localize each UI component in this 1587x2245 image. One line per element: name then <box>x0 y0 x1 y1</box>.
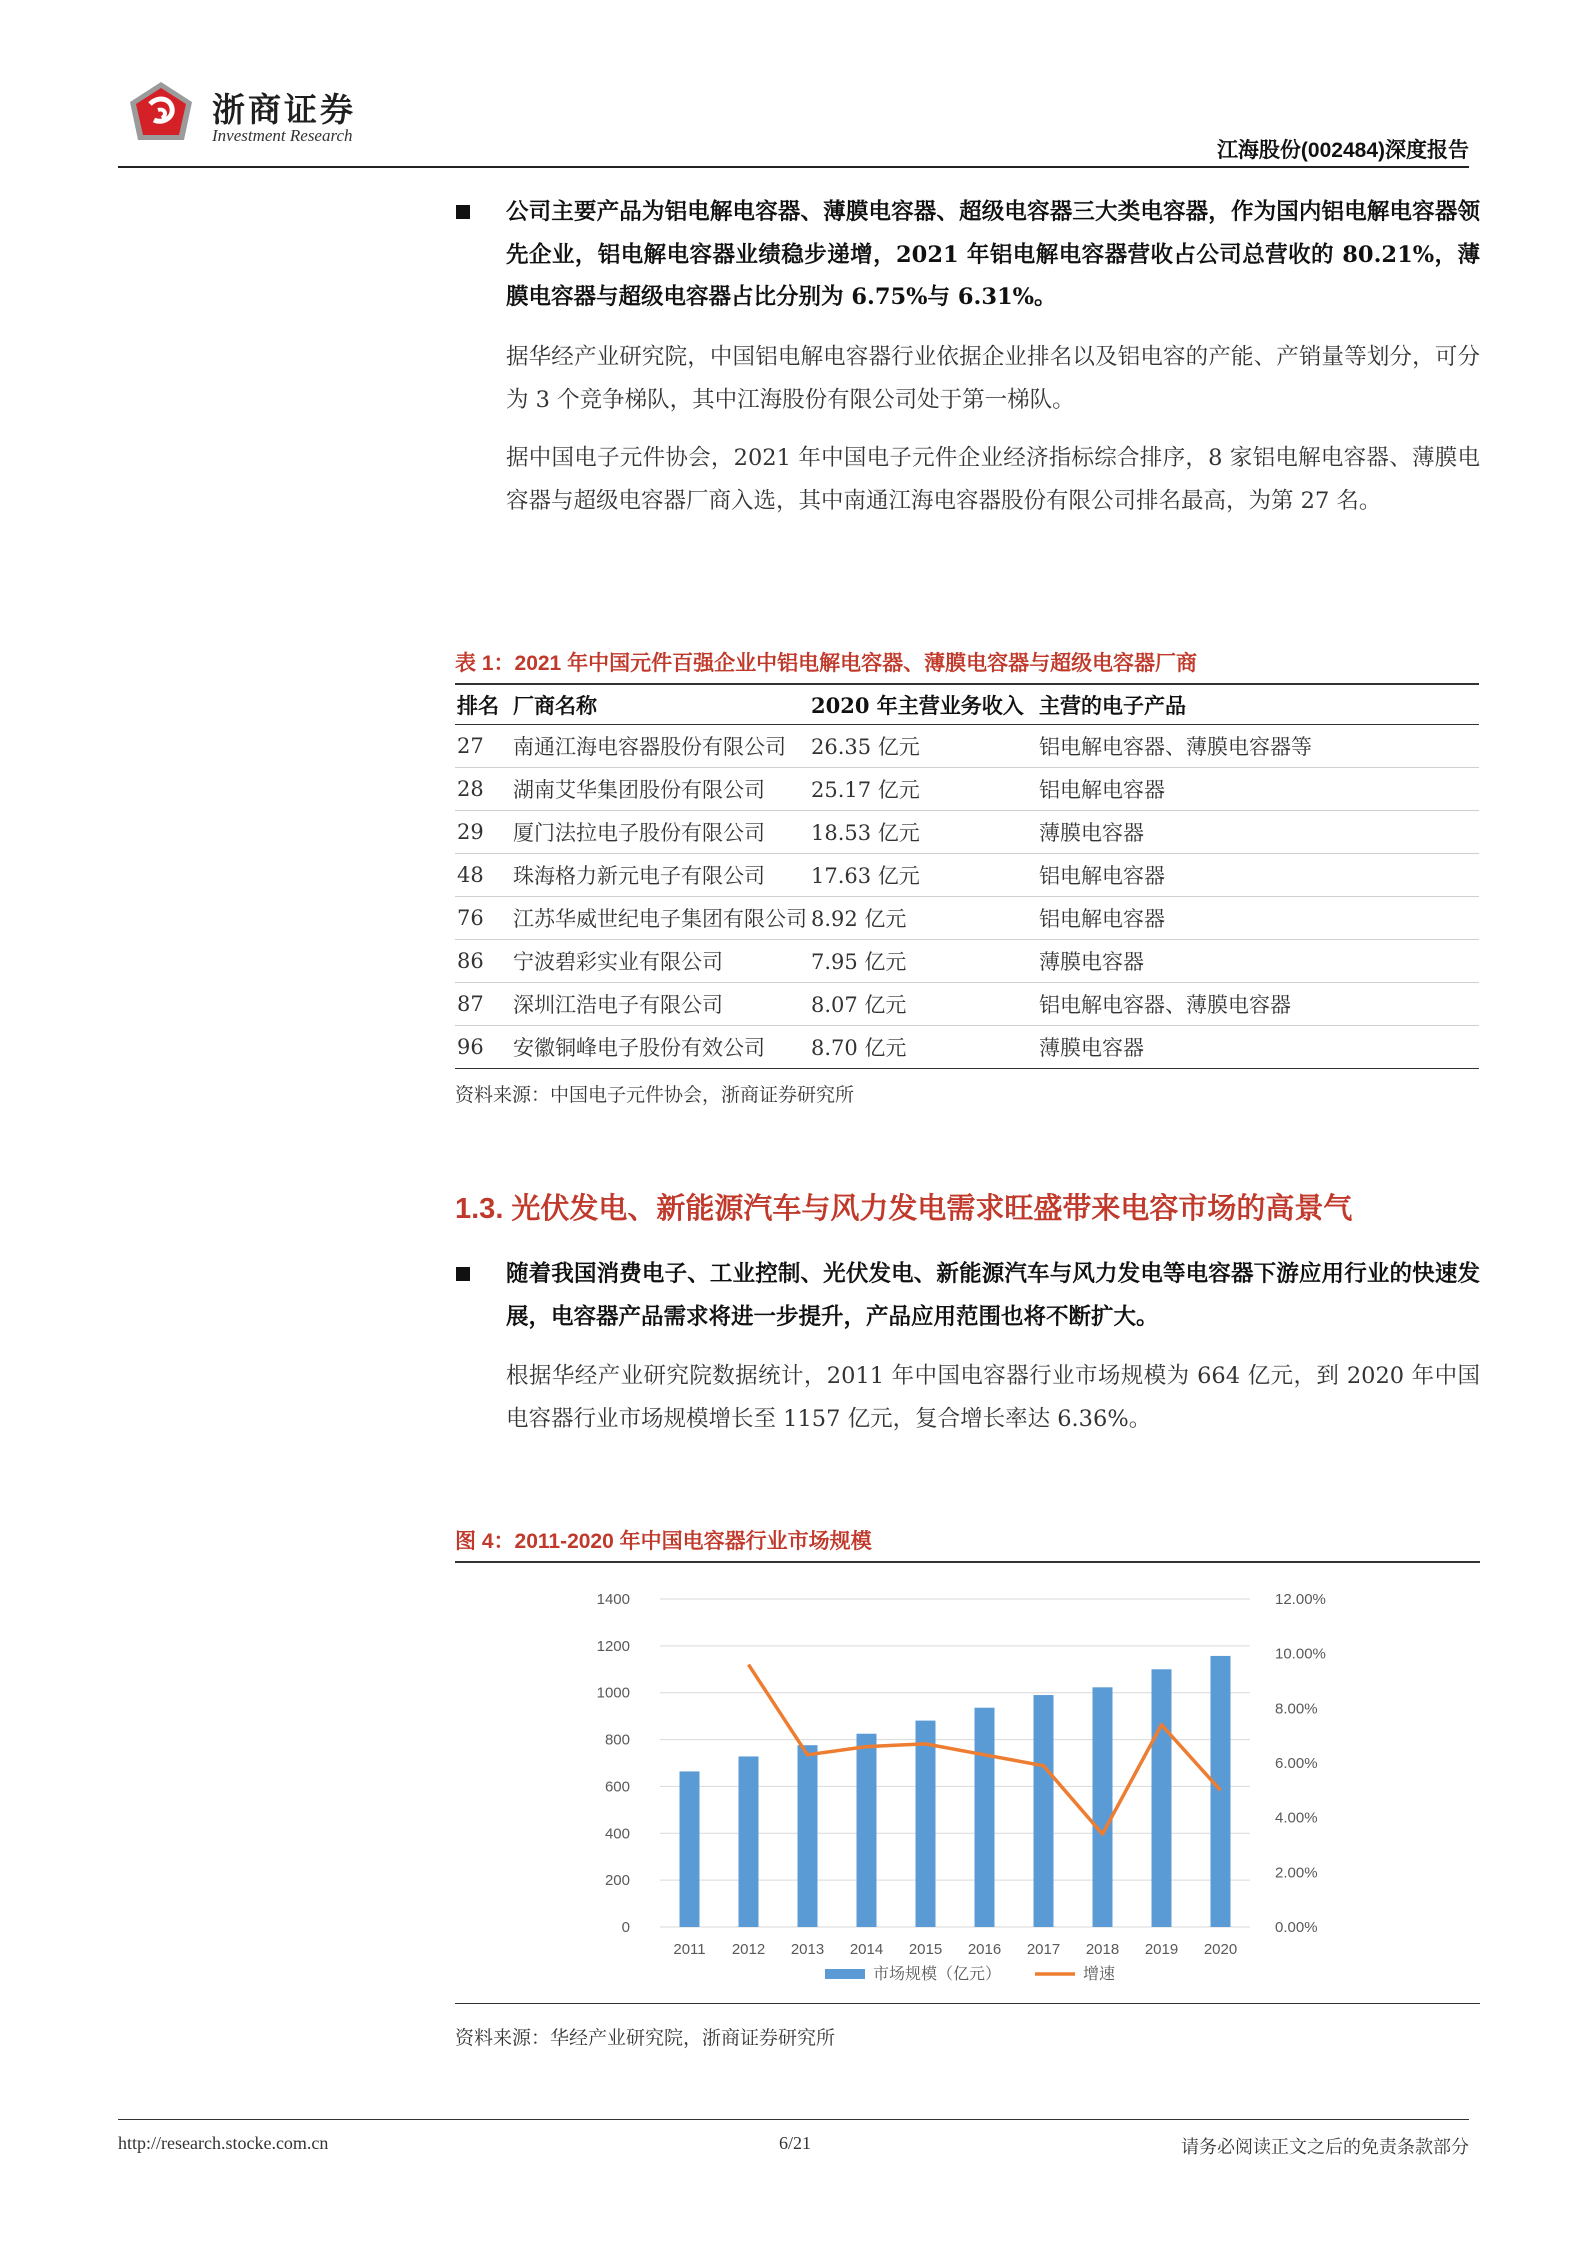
table-row <box>455 725 1479 768</box>
y-left-tick-label: 1200 <box>596 1637 630 1655</box>
table-row <box>455 983 1479 1026</box>
footer-divider <box>118 2119 1469 2120</box>
cell-revenue: 8.70 亿元 <box>811 1026 1039 1069</box>
bar <box>680 1771 700 1927</box>
cell-company: 湖南艾华集团股份有限公司 <box>513 768 811 811</box>
cell-revenue: 18.53 亿元 <box>811 811 1039 854</box>
bar <box>857 1734 877 1927</box>
legend-label: 增速 <box>1083 1966 1116 1983</box>
bar <box>739 1756 759 1927</box>
paragraph: 据华经产业研究院，中国铝电解电容器行业依据企业排名以及铝电容的产能、产销量等划分，可分为 3 个竞争梯队，其中江海股份有限公司处于第一梯队。 <box>506 344 1480 413</box>
header-divider <box>118 166 1469 168</box>
bar <box>1211 1656 1231 1927</box>
bar <box>975 1708 995 1927</box>
table-source: 资料来源：中国电子元件协会，浙商证券研究所 <box>455 1084 855 1106</box>
x-tick-label: 2020 <box>1203 1941 1238 1958</box>
cell-products: 薄膜电容器 <box>1039 940 1479 983</box>
cell-revenue: 7.95 亿元 <box>811 940 1039 983</box>
x-tick-label: 2018 <box>1085 1941 1120 1958</box>
figure-source: 资料来源：华经产业研究院，浙商证券研究所 <box>455 2027 836 2049</box>
x-tick-label: 2016 <box>967 1941 1002 1958</box>
table-header-row <box>455 686 1479 725</box>
y-left-tick-label: 200 <box>604 1872 630 1890</box>
manufacturer-table <box>455 686 1479 1069</box>
cell-company: 江苏华威世纪电子集团有限公司 <box>513 897 811 940</box>
cell-products: 铝电解电容器 <box>1039 854 1479 897</box>
paragraph: 据中国电子元件协会，2021 年中国电子元件企业经济指标综合排序，8 家铝电解电容器、薄膜电容器与超级电容器厂商入选，其中南通江海电容器股份有限公司排名最高，为第 27 名。 <box>506 445 1480 514</box>
cell-rank: 96 <box>455 1026 513 1069</box>
cell-products: 铝电解电容器、薄膜电容器 <box>1039 983 1479 1026</box>
table-row <box>455 811 1479 854</box>
cell-rank: 29 <box>455 811 513 854</box>
cell-revenue: 26.35 亿元 <box>811 725 1039 768</box>
y-right-tick-label: 6.00% <box>1275 1755 1318 1772</box>
cell-company: 宁波碧彩实业有限公司 <box>513 940 811 983</box>
x-tick-label: 2014 <box>849 1941 884 1958</box>
logo-text: 浙商证券 <box>212 90 356 129</box>
cell-company: 南通江海电容器股份有限公司 <box>513 725 811 768</box>
bullet-icon <box>456 1267 470 1281</box>
column-header-rank: 排名 <box>455 686 513 725</box>
cell-revenue: 17.63 亿元 <box>811 854 1039 897</box>
y-left-tick-label: 1400 <box>596 1591 630 1608</box>
cell-company: 深圳江浩电子有限公司 <box>513 983 811 1026</box>
x-tick-label: 2015 <box>908 1941 943 1958</box>
footer-disclaimer: 请务必阅读正文之后的免责条款部分 <box>1181 2137 1469 2158</box>
logo-subtitle: Investment Research <box>212 126 353 145</box>
x-tick-label: 2013 <box>790 1941 825 1958</box>
table-top-rule <box>455 683 1479 685</box>
x-tick-label: 2012 <box>731 1941 766 1958</box>
table-row <box>455 854 1479 897</box>
table-row <box>455 940 1479 983</box>
bar <box>1093 1687 1113 1927</box>
logo-mark <box>128 80 194 144</box>
report-title: 江海股份(002484)深度报告 <box>1216 139 1469 162</box>
column-header-revenue: 2020 年主营业务收入 <box>811 686 1039 725</box>
cell-rank: 76 <box>455 897 513 940</box>
cell-revenue: 8.07 亿元 <box>811 983 1039 1026</box>
legend-label: 市场规模（亿元） <box>873 1966 1002 1983</box>
x-tick-label: 2011 <box>673 1941 706 1958</box>
y-left-tick-label: 0 <box>621 1919 630 1936</box>
table-row <box>455 897 1479 940</box>
paragraph-key-point: 随着我国消费电子、工业控制、光伏发电、新能源汽车与风力发电等电容器下游应用行业的快速发展，电容器产品需求将进一步提升，产品应用范围也将不断扩大。 <box>506 1261 1480 1330</box>
cell-rank: 87 <box>455 983 513 1026</box>
table-row <box>455 1026 1479 1069</box>
cell-company: 安徽铜峰电子股份有效公司 <box>513 1026 811 1069</box>
cell-revenue: 8.92 亿元 <box>811 897 1039 940</box>
cell-rank: 48 <box>455 854 513 897</box>
section-heading: 1.3. 光伏发电、新能源汽车与风力发电需求旺盛带来电容市场的高景气 <box>455 1193 1353 1225</box>
table-caption: 表 1：2021 年中国元件百强企业中铝电解电容器、薄膜电容器与超级电容器厂商 <box>455 652 1198 675</box>
cell-products: 铝电解电容器、薄膜电容器等 <box>1039 725 1479 768</box>
bar <box>1034 1695 1054 1927</box>
cell-rank: 27 <box>455 725 513 768</box>
y-left-tick-label: 1000 <box>596 1684 630 1702</box>
footer-url[interactable]: http://research.stocke.com.cn <box>118 2133 329 2153</box>
y-right-tick-label: 8.00% <box>1275 1700 1318 1718</box>
cell-products: 铝电解电容器 <box>1039 768 1479 811</box>
column-header-products: 主营的电子产品 <box>1039 686 1479 725</box>
cell-products: 薄膜电容器 <box>1039 1026 1479 1069</box>
market-size-chart <box>455 1569 1480 1999</box>
page-number: 6/21 <box>779 2133 812 2153</box>
cell-company: 珠海格力新元电子有限公司 <box>513 854 811 897</box>
figure-bottom-rule <box>455 2003 1480 2004</box>
cell-products: 薄膜电容器 <box>1039 811 1479 854</box>
y-right-tick-label: 12.00% <box>1275 1591 1326 1608</box>
y-right-tick-label: 4.00% <box>1275 1809 1318 1827</box>
y-left-tick-label: 400 <box>604 1825 630 1843</box>
y-left-tick-label: 800 <box>604 1731 630 1749</box>
bar <box>1152 1669 1172 1927</box>
cell-rank: 86 <box>455 940 513 983</box>
bullet-icon <box>456 205 470 219</box>
paragraph-key-point: 公司主要产品为铝电解电容器、薄膜电容器、超级电容器三大类电容器，作为国内铝电解电容器领先企业，铝电解电容器业绩稳步递增，2021 年铝电解电容器营收占公司总营收的 80.21%，薄膜电容器与超级电容器占比分别为 6.75%与 6.31%。 <box>506 199 1480 310</box>
table-row <box>455 768 1479 811</box>
figure-caption: 图 4：2011-2020 年中国电容器行业市场规模 <box>455 1530 872 1553</box>
x-tick-label: 2019 <box>1144 1941 1179 1958</box>
column-header-company: 厂商名称 <box>513 686 811 725</box>
cell-rank: 28 <box>455 768 513 811</box>
cell-company: 厦门法拉电子股份有限公司 <box>513 811 811 854</box>
paragraph: 根据华经产业研究院数据统计，2011 年中国电容器行业市场规模为 664 亿元，到 2020 年中国电容器行业市场规模增长至 1157 亿元，复合增长率达 6.36%。 <box>506 1363 1480 1432</box>
y-left-tick-label: 600 <box>604 1778 630 1796</box>
cell-products: 铝电解电容器 <box>1039 897 1479 940</box>
cell-revenue: 25.17 亿元 <box>811 768 1039 811</box>
x-tick-label: 2017 <box>1026 1941 1061 1958</box>
legend-swatch-bar <box>825 1969 865 1979</box>
y-right-tick-label: 10.00% <box>1275 1645 1326 1663</box>
bar <box>798 1745 818 1927</box>
y-right-tick-label: 0.00% <box>1275 1919 1318 1936</box>
y-right-tick-label: 2.00% <box>1275 1864 1318 1882</box>
figure-top-rule <box>455 1561 1480 1563</box>
bar <box>916 1721 936 1927</box>
